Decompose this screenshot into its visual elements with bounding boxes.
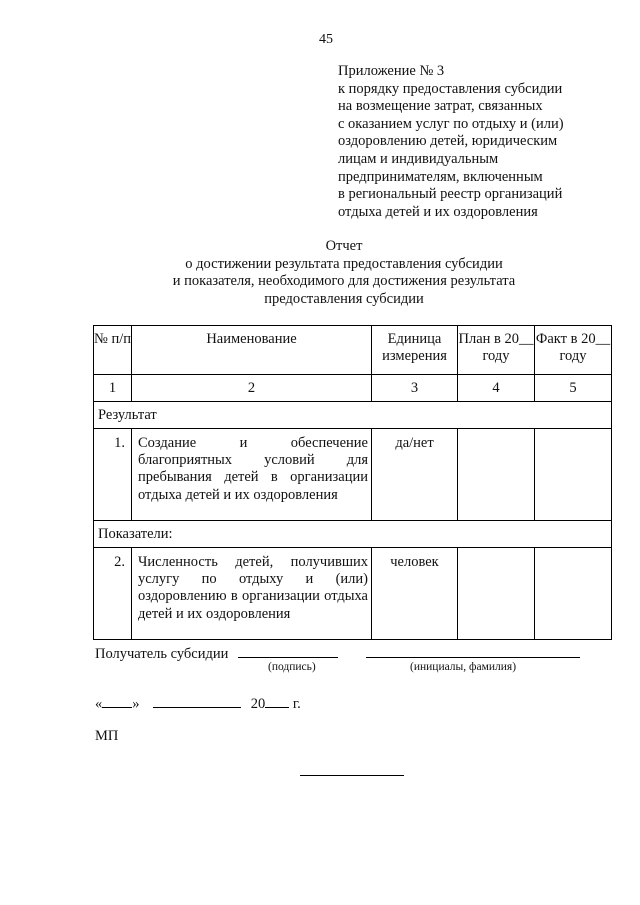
section-indicators-row <box>94 521 612 548</box>
report-title-line: предоставления субсидии <box>264 290 424 307</box>
column-number: 5 <box>535 375 612 402</box>
appendix-line: с оказанием услуг по отдыху и (или) <box>338 115 564 132</box>
row-plan-cell[interactable] <box>458 548 535 640</box>
row-unit: да/нет <box>372 429 458 521</box>
row-fact-cell[interactable] <box>535 548 612 640</box>
row-plan-cell[interactable] <box>458 429 535 521</box>
header-unit: Единица измерения <box>372 326 458 375</box>
table-header-row <box>94 326 612 375</box>
table-row <box>94 548 612 640</box>
column-number: 4 <box>458 375 535 402</box>
signature-caption: (подпись) <box>268 661 316 673</box>
stamp-label: МП <box>95 728 119 744</box>
bottom-divider <box>300 775 404 776</box>
appendix-header <box>338 63 564 221</box>
appendix-line: лицам и индивидуальным <box>338 150 499 167</box>
year-prefix: 20 <box>250 696 266 712</box>
name-caption: (инициалы, фамилия) <box>410 661 517 673</box>
appendix-line: предпринимателям, включенным <box>338 168 543 185</box>
row-name: Создание и обеспечение благоприятных условий для пребывания детей в организации отдыха детей и их оздоровления <box>132 429 372 521</box>
appendix-line: оздоровлению детей, юридическим <box>338 133 558 150</box>
section-indicators-label: Показатели: <box>94 521 612 548</box>
recipient-signature-line <box>95 643 580 663</box>
date-close-quote: » <box>132 696 140 712</box>
recipient-label: Получатель субсидии <box>95 646 229 662</box>
year-field[interactable] <box>265 693 289 708</box>
appendix-line: на возмещение затрат, связанных <box>338 98 543 115</box>
section-result-label: Результат <box>94 402 612 429</box>
date-line <box>95 693 301 713</box>
year-suffix: г. <box>292 696 301 712</box>
report-title-line: Отчет <box>325 238 363 254</box>
row-fact-cell[interactable] <box>535 429 612 521</box>
day-field[interactable] <box>102 693 132 708</box>
header-name: Наименование <box>132 326 372 375</box>
header-fact: Факт в 20__ году <box>535 326 612 375</box>
name-field[interactable] <box>366 643 580 658</box>
report-table <box>93 325 612 640</box>
column-number: 3 <box>372 375 458 402</box>
page-number: 45 <box>319 32 333 47</box>
row-number: 2. <box>94 548 132 640</box>
date-open-quote: « <box>95 696 103 712</box>
table-row <box>94 429 612 521</box>
header-number: № п/п <box>94 326 132 375</box>
header-plan: План в 20__ году <box>458 326 535 375</box>
row-name: Численность детей, получивших услугу по отдыху и (или) оздоровлению в организации отдыха детей и их оздоровления <box>132 548 372 640</box>
row-number: 1. <box>94 429 132 521</box>
column-number: 1 <box>94 375 132 402</box>
signature-field[interactable] <box>238 643 338 658</box>
appendix-line: к порядку предоставления субсидии <box>338 80 563 97</box>
appendix-line: в региональный реестр организаций <box>338 186 563 203</box>
month-field[interactable] <box>153 693 241 708</box>
report-title <box>0 238 640 308</box>
section-result-row <box>94 402 612 429</box>
report-title-line: и показателя, необходимого для достижения результата <box>172 273 516 290</box>
row-unit: человек <box>372 548 458 640</box>
column-number: 2 <box>132 375 372 402</box>
appendix-line: отдыха детей и их оздоровления <box>338 203 538 220</box>
report-title-line: о достижении результата предоставления субсидии <box>185 255 503 272</box>
column-number-row <box>94 375 612 402</box>
appendix-line: Приложение № 3 <box>338 63 445 79</box>
